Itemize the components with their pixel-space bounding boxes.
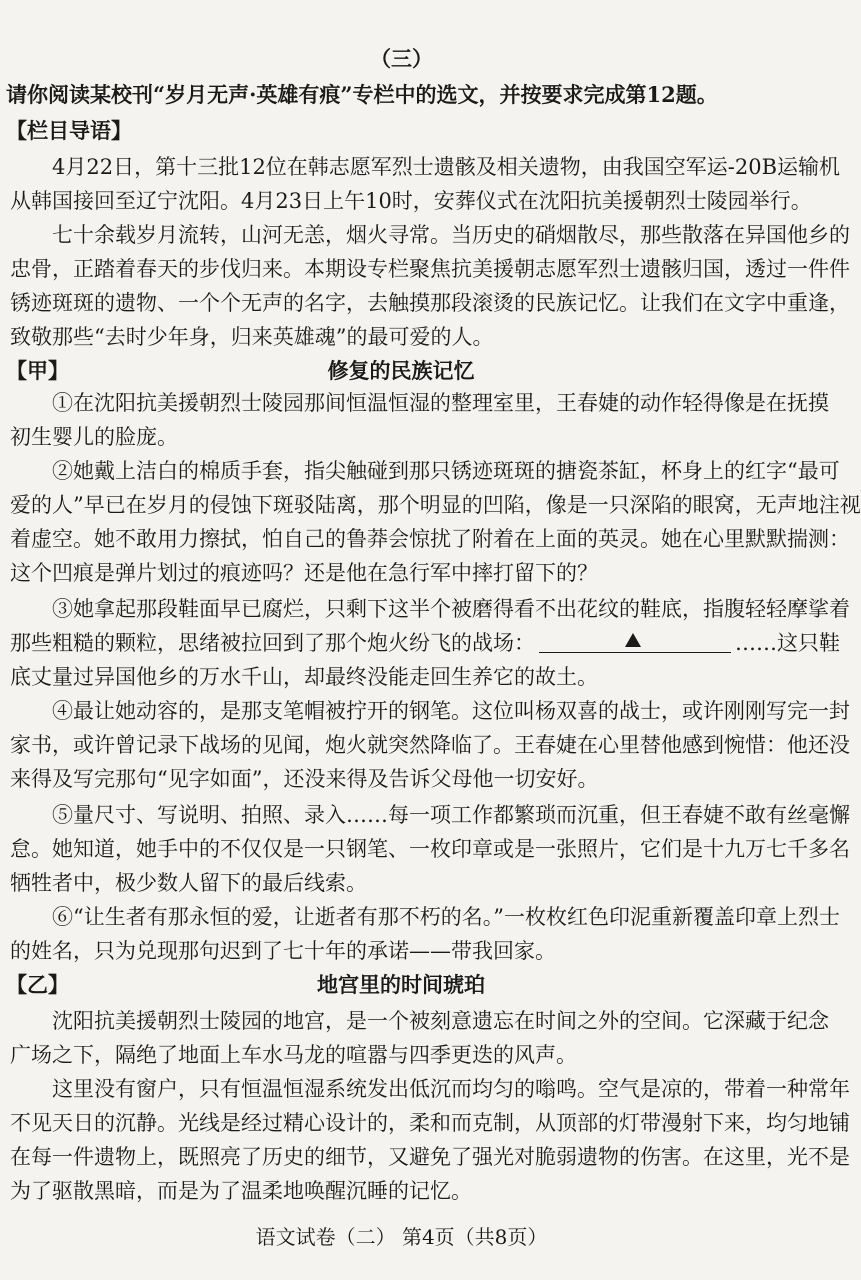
passage-line: 广场之下，隔绝了地面上车水马龙的喧嚣与四季更迭的风声。 — [10, 1043, 577, 1067]
passage-line: 牺牲者中，极少数人留下的最后线索。 — [10, 871, 367, 895]
passage-line: 底丈量过异国他乡的万水千山，却最终没能走回生养它的故土。 — [10, 665, 598, 689]
section-yi-tag: 【乙】 — [6, 972, 69, 997]
passage-line: 沈阳抗美援朝烈士陵园的地宫，是一个被刻意遗忘在时间之外的空间。它深藏于纪念 — [52, 1009, 829, 1033]
intro-tag: 【栏目导语】 — [6, 118, 132, 143]
passage-line: 爱的人”早已在岁月的侵蚀下斑驳陆离，那个明显的凹陷，像是一只深陷的眼窝，无声地注视 — [10, 493, 861, 517]
passage-line: 为了驱散黑暗，而是为了温柔地唤醒沉睡的记忆。 — [10, 1179, 472, 1203]
section-jia-title: 修复的民族记忆 — [327, 358, 475, 383]
passage-line: 怠。她知道，她手中的不仅仅是一只钢笔、一枚印章或是一张照片，它们是十九万七千多名 — [10, 837, 850, 861]
section-jia-tag: 【甲】 — [6, 358, 69, 383]
passage-line: 不见天日的沉静。光线是经过精心设计的，柔和而克制，从顶部的灯带漫射下来，均匀地铺 — [10, 1111, 850, 1135]
intro-line: 忠骨，正踏着春天的步伐归来。本期设专栏聚焦抗美援朝志愿军烈士遗骸归国，透过一件件 — [10, 257, 850, 281]
passage-line: 家书，或许曾记录下战场的见闻，炮火就突然降临了。王春婕在心里替他感到惋惜：他还没 — [10, 733, 850, 757]
passage-line: ⑤量尺寸、写说明、拍照、录入……每一项工作都繁琐而沉重，但王春婕不敢有丝毫懈 — [52, 803, 850, 827]
passage-line-text: ……这只鞋 — [735, 631, 840, 655]
passage-line-text: 那些粗糙的颗粒，思绪被拉回到了那个炮火纷飞的战场： — [10, 631, 535, 655]
passage-line: 在每一件遗物上，既照亮了历史的细节，又避免了强光对脆弱遗物的伤害。在这里，光不是 — [10, 1145, 850, 1169]
passage-line: ⑥“让生者有那永恒的爱，让逝者有那不朽的名。”一枚枚红色印泥重新覆盖印章上烈士 — [52, 905, 840, 929]
passage-line: 初生婴儿的脸庞。 — [10, 425, 178, 449]
section-yi-title: 地宫里的时间琥珀 — [317, 972, 485, 997]
instruction: 请你阅读某校刊“岁月无声·英雄有痕”专栏中的选文，并按要求完成第12题。 — [6, 82, 718, 107]
intro-line: 七十余载岁月流转，山河无恙，烟火寻常。当历史的硝烟散尽，那些散落在异国他乡的 — [52, 223, 850, 247]
intro-line: 锈迹斑斑的遗物、一个个无声的名字，去触摸那段滚烫的民族记忆。让我们在文字中重逢， — [10, 291, 850, 315]
passage-line: 这个凹痕是弹片划过的痕迹吗？还是他在急行军中摔打留下的？ — [10, 561, 598, 585]
passage-line: 着虚空。她不敢用力擦拭，怕自己的鲁莽会惊扰了附着在上面的英灵。她在心里默默揣测： — [10, 527, 850, 551]
passage-line: 的姓名，只为兑现那句迟到了七十年的承诺——带我回家。 — [10, 939, 556, 963]
passage-line: 来得及写完那句“见字如面”，还没来得及告诉父母他一切安好。 — [10, 767, 599, 791]
passage-line: 这里没有窗户，只有恒温恒湿系统发出低沉而均匀的嗡鸣。空气是凉的，带着一种常年 — [52, 1077, 850, 1101]
intro-line: 致敬那些“去时少年身，归来英雄魂”的最可爱的人。 — [10, 325, 494, 349]
intro-line: 4月22日，第十三批12位在韩志愿军烈士遗骸及相关遗物，由我国空军运-20B运输机 — [52, 155, 841, 179]
passage-line: ④最让她动容的，是那支笔帽被拧开的钢笔。这位叫杨双喜的战士，或许刚刚写完一封 — [52, 699, 850, 723]
triangle-marker-icon — [625, 633, 641, 647]
passage-line: ③她拿起那段鞋面早已腐烂，只剩下这半个被磨得看不出花纹的鞋底，指腹轻轻摩挲着 — [52, 597, 850, 621]
intro-line: 从韩国接回至辽宁沈阳。4月23日上午10时，安葬仪式在沈阳抗美援朝烈士陵园举行。 — [10, 189, 812, 213]
section-number: （三） — [370, 46, 433, 71]
passage-line — [10, 626, 840, 660]
answer-blank[interactable] — [539, 630, 731, 653]
passage-line: ②她戴上洁白的棉质手套，指尖触碰到那只锈迹斑斑的搪瓷茶缸，杯身上的红字“最可 — [52, 459, 840, 483]
page-footer: 语文试卷（二） 第4页（共8页） — [255, 1225, 548, 1249]
section-yi-header — [6, 968, 796, 1002]
section-jia-header — [6, 354, 796, 388]
passage-line: ①在沈阳抗美援朝烈士陵园那间恒温恒湿的整理室里，王春婕的动作轻得像是在抚摸 — [52, 391, 829, 415]
